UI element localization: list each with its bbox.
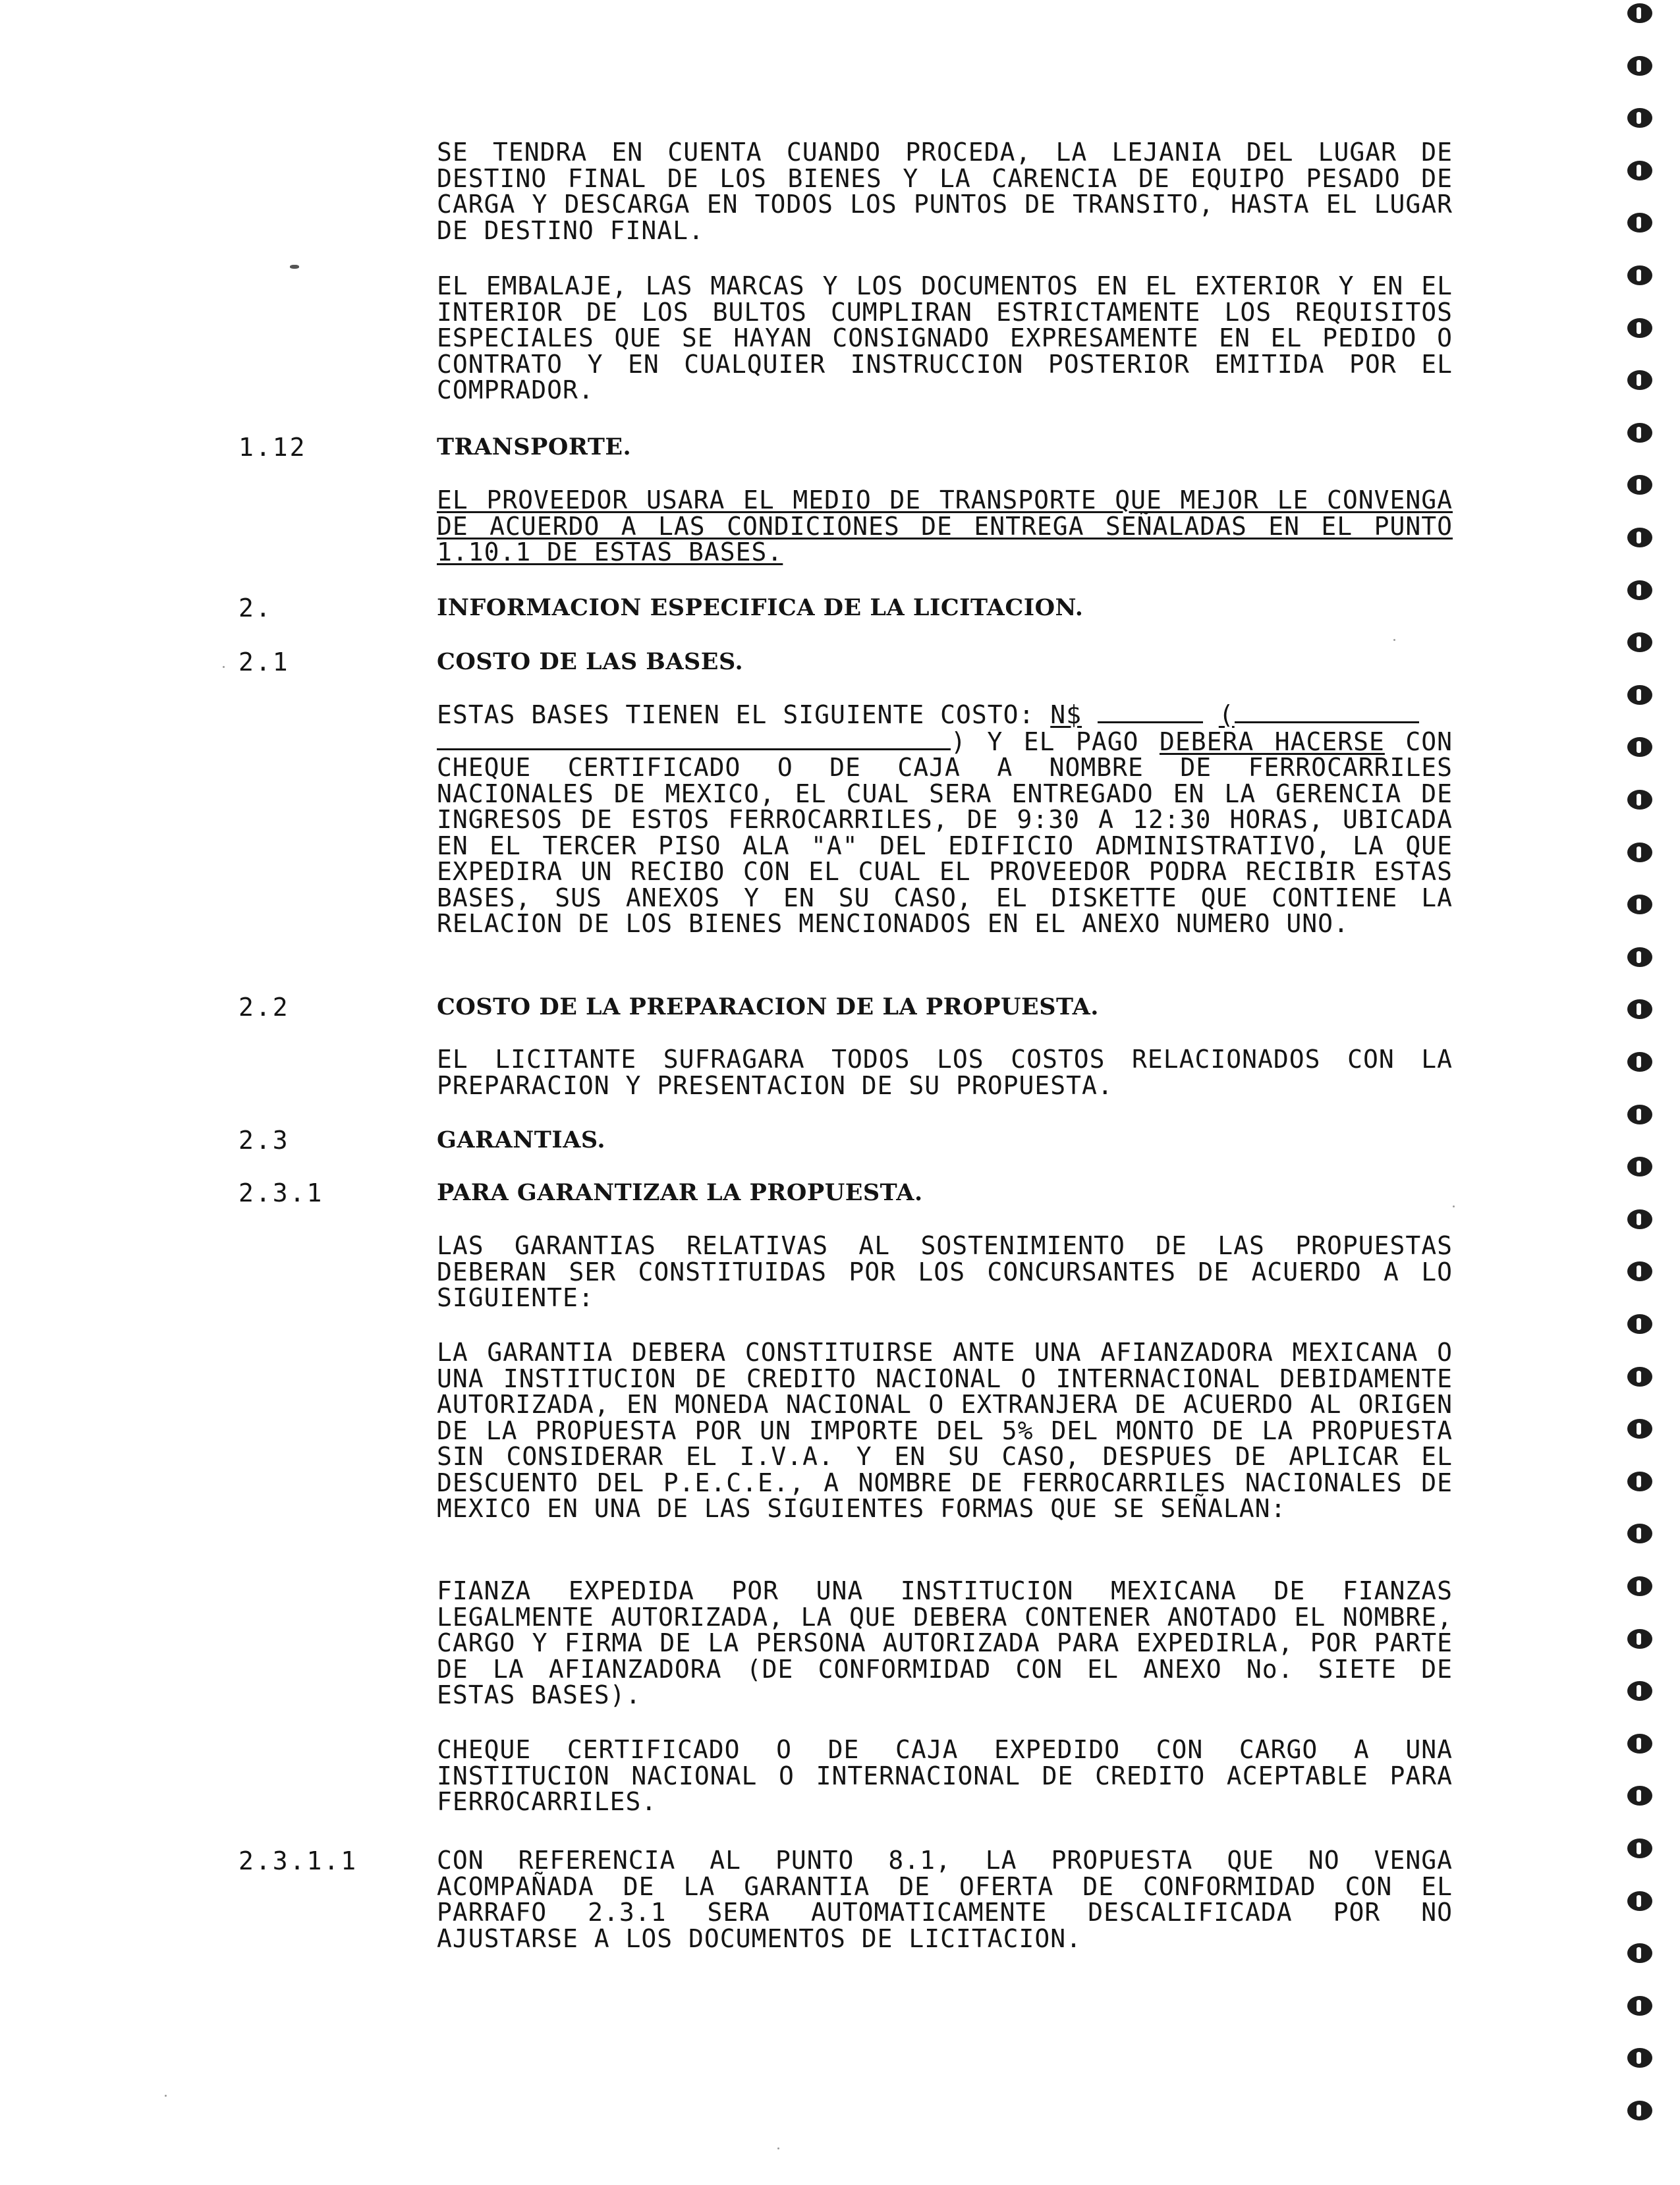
binder-hole bbox=[1627, 318, 1652, 338]
binder-hole bbox=[1627, 1734, 1652, 1754]
binder-hole bbox=[1627, 1996, 1652, 2016]
binder-hole bbox=[1627, 580, 1652, 600]
binder-hole bbox=[1627, 475, 1652, 495]
section-heading-preparacion: COSTO DE LA PREPARACION DE LA PROPUESTA. bbox=[437, 993, 1099, 1020]
binder-hole bbox=[1627, 1157, 1652, 1176]
scan-speck bbox=[165, 2095, 167, 2097]
binder-hole bbox=[1627, 632, 1652, 652]
binder-hole bbox=[1627, 1681, 1652, 1701]
paragraph-preparacion: EL LICITANTE SUFRAGARA TODOS LOS COSTOS RELACIONADOS CON LA PREPARACION Y PRESENTACION DE SU PROPUESTA. bbox=[437, 1045, 1453, 1100]
amount-words-blank-1 bbox=[1235, 702, 1419, 723]
binder-hole bbox=[1627, 528, 1652, 547]
binder-hole bbox=[1627, 895, 1652, 914]
binder-hole bbox=[1627, 265, 1652, 285]
paragraph-garantias-relativas: LAS GARANTIAS RELATIVAS AL SOSTENIMIENTO DE LAS PROPUESTAS DEBERAN SER CONSTITUIDAS POR LOS CONCURSANTES DE ACUERDO A LO SIGUIENTE: bbox=[437, 1231, 1453, 1312]
binder-hole bbox=[1627, 1209, 1652, 1229]
binder-hole bbox=[1627, 370, 1652, 390]
costo-rest: CHEQUE CERTIFICADO O DE CAJA A NOMBRE DE FERROCARRILES NACIONALES DE MEXICO, EL CUAL SERA ENTREGADO EN LA GERENCIA DE INGRESOS DE ESTOS FERROCARRILES, DE 9:30 A 12:30 HORAS, UBICADA EN EL TERCER PISO ALA "A" DEL EDIFICIO ADMINISTRATIVO, LA QUE EXPEDIRA UN RECIBO CON EL CUAL EL PROVEEDOR PODRA RECIBIR ESTAS BASES, SUS ANEXOS Y EN SU CASO, EL DISKETTE QUE CONTIENE LA RELACION DE LOS BIENES MENCIONADOS EN EL ANEXO NUMERO UNO. bbox=[437, 753, 1453, 938]
binder-hole bbox=[1627, 1524, 1652, 1543]
binder-hole bbox=[1627, 3, 1652, 23]
binder-hole bbox=[1627, 1052, 1652, 1072]
section-heading-garantizar: PARA GARANTIZAR LA PROPUESTA. bbox=[437, 1179, 923, 1206]
underlined-debera-hacerse: DEBERA HACERSE bbox=[1159, 727, 1385, 756]
binder-hole bbox=[1627, 1314, 1652, 1334]
scan-speck bbox=[1453, 1205, 1455, 1207]
binder-hole bbox=[1627, 161, 1652, 180]
binder-hole bbox=[1627, 1472, 1652, 1491]
amount-blank bbox=[1098, 702, 1203, 723]
paragraph-cheque: CHEQUE CERTIFICADO O DE CAJA EXPEDIDO CON CARGO A UNA INSTITUCION NACIONAL O INTERNACIONAL DE CREDITO ACEPTABLE PARA FERROCARRILES. bbox=[437, 1735, 1453, 1816]
binder-hole bbox=[1627, 947, 1652, 967]
binder-hole bbox=[1627, 1419, 1652, 1439]
paragraph-lejania: SE TENDRA EN CUENTA CUANDO PROCEDA, LA LEJANIA DEL LUGAR DE DESTINO FINAL DE LOS BIENES Y LA CARENCIA DE EQUIPO PESADO DE CARGA Y DESCARGA EN TODOS LOS PUNTOS DE TRANSITO, HASTA EL LUGAR DE DESTINO FINAL. bbox=[437, 138, 1453, 245]
costo-lead: ESTAS BASES TIENEN EL SIGUIENTE COSTO: bbox=[437, 700, 1035, 729]
section-heading-garantias: GARANTIAS. bbox=[437, 1126, 606, 1153]
scan-speck bbox=[223, 666, 225, 668]
scan-mark bbox=[290, 265, 299, 269]
paragraph-costo-bases bbox=[437, 702, 1453, 937]
paragraph-fianza: FIANZA EXPEDIDA POR UNA INSTITUCION MEXICANA DE FIANZAS LEGALMENTE AUTORIZADA, LA QUE DEBERA CONTENER ANOTADO EL NOMBRE, CARGO Y FIRMA DE LA PERSONA AUTORIZADA PARA EXPEDIRLA, POR PARTE DE LA AFIANZADORA (DE CONFORMIDAD CON EL ANEXO No. SIETE DE ESTAS BASES). bbox=[437, 1576, 1453, 1709]
paragraph-embalaje: EL EMBALAJE, LAS MARCAS Y LOS DOCUMENTOS EN EL EXTERIOR Y EN EL INTERIOR DE LOS BULTOS CUMPLIRAN ESTRICTAMENTE LOS REQUISITOS ESPECIALES QUE SE HAYAN CONSIGNADO EXPRESAMENTE EN EL PEDIDO O CONTRATO Y EN CUALQUIER INSTRUCCION POSTERIOR EMITIDA POR EL COMPRADOR. bbox=[437, 271, 1453, 404]
section-number-2-3-1-1: 2.3.1.1 bbox=[238, 1846, 358, 1875]
binder-hole bbox=[1627, 843, 1652, 862]
after-underline-text: CON bbox=[1405, 727, 1453, 756]
section-number-2-3: 2.3 bbox=[238, 1126, 290, 1155]
binder-hole bbox=[1627, 2101, 1652, 2120]
binder-hole bbox=[1627, 999, 1652, 1019]
open-paren: ( bbox=[1218, 700, 1235, 729]
binder-hole bbox=[1627, 685, 1652, 705]
section-number-2-3-1: 2.3.1 bbox=[238, 1178, 324, 1207]
binder-hole bbox=[1627, 1576, 1652, 1596]
section-heading-informacion: INFORMACION ESPECIFICA DE LA LICITACION. bbox=[437, 594, 1084, 621]
binder-hole bbox=[1627, 213, 1652, 233]
costo-currency: N$ bbox=[1050, 700, 1082, 729]
binder-hole bbox=[1627, 1629, 1652, 1649]
section-number-2: 2. bbox=[238, 594, 273, 622]
binder-hole bbox=[1627, 56, 1652, 76]
section-heading-costo-bases: COSTO DE LAS BASES. bbox=[437, 648, 744, 675]
binder-hole bbox=[1627, 790, 1652, 810]
binder-hole bbox=[1627, 737, 1652, 757]
binder-hole bbox=[1627, 1839, 1652, 1858]
section-number-2-2: 2.2 bbox=[238, 993, 290, 1022]
section-number-2-1: 2.1 bbox=[238, 648, 290, 677]
binder-hole bbox=[1627, 423, 1652, 443]
binder-hole bbox=[1627, 1261, 1652, 1281]
amount-words-blank-2 bbox=[437, 729, 951, 750]
scan-speck bbox=[1393, 639, 1395, 641]
binder-holes bbox=[1627, 0, 1667, 2185]
close-paren-text: ) Y EL PAGO bbox=[951, 727, 1139, 756]
paragraph-garantia-afianzadora: LA GARANTIA DEBERA CONSTITUIRSE ANTE UNA AFIANZADORA MEXICANA O UNA INSTITUCION DE CREDITO NACIONAL O INTERNACIONAL DEBIDAMENTE AUTORIZADA, EN MONEDA NACIONAL O EXTRANJERA DE ACUERDO AL ORIGEN DE LA PROPUESTA POR UN IMPORTE DEL 5% DEL MONTO DE LA PROPUESTA SIN CONSIDERAR EL I.V.A. Y EN SU CASO, DESPUES DE APLICAR EL DESCUENTO DEL P.E.C.E., A NOMBRE DE FERROCARRILES NACIONALES DE MEXICO EN UNA DE LAS SIGUIENTES FORMAS QUE SE SEÑALAN: bbox=[437, 1338, 1453, 1523]
binder-hole bbox=[1627, 2048, 1652, 2068]
scan-speck bbox=[777, 2147, 779, 2149]
section-number-1-12: 1.12 bbox=[238, 433, 307, 462]
binder-hole bbox=[1627, 1891, 1652, 1911]
binder-hole bbox=[1627, 108, 1652, 128]
binder-hole bbox=[1627, 1943, 1652, 1963]
binder-hole bbox=[1627, 1367, 1652, 1387]
binder-hole bbox=[1627, 1105, 1652, 1124]
paragraph-referencia: CON REFERENCIA AL PUNTO 8.1, LA PROPUESTA QUE NO VENGA ACOMPAÑADA DE LA GARANTIA DE OFERTA DE CONFORMIDAD CON EL PARRAFO 2.3.1 SERA AUTOMATICAMENTE DESCALIFICADA POR NO AJUSTARSE A LOS DOCUMENTOS DE LICITACION. bbox=[437, 1846, 1453, 1953]
paragraph-transporte: EL PROVEEDOR USARA EL MEDIO DE TRANSPORTE QUE MEJOR LE CONVENGA DE ACUERDO A LAS CONDICIONES DE ENTREGA SEÑALADAS EN EL PUNTO 1.10.1 DE ESTAS BASES. bbox=[437, 485, 1453, 567]
section-heading-transporte: TRANSPORTE. bbox=[437, 433, 632, 460]
binder-hole bbox=[1627, 1786, 1652, 1806]
